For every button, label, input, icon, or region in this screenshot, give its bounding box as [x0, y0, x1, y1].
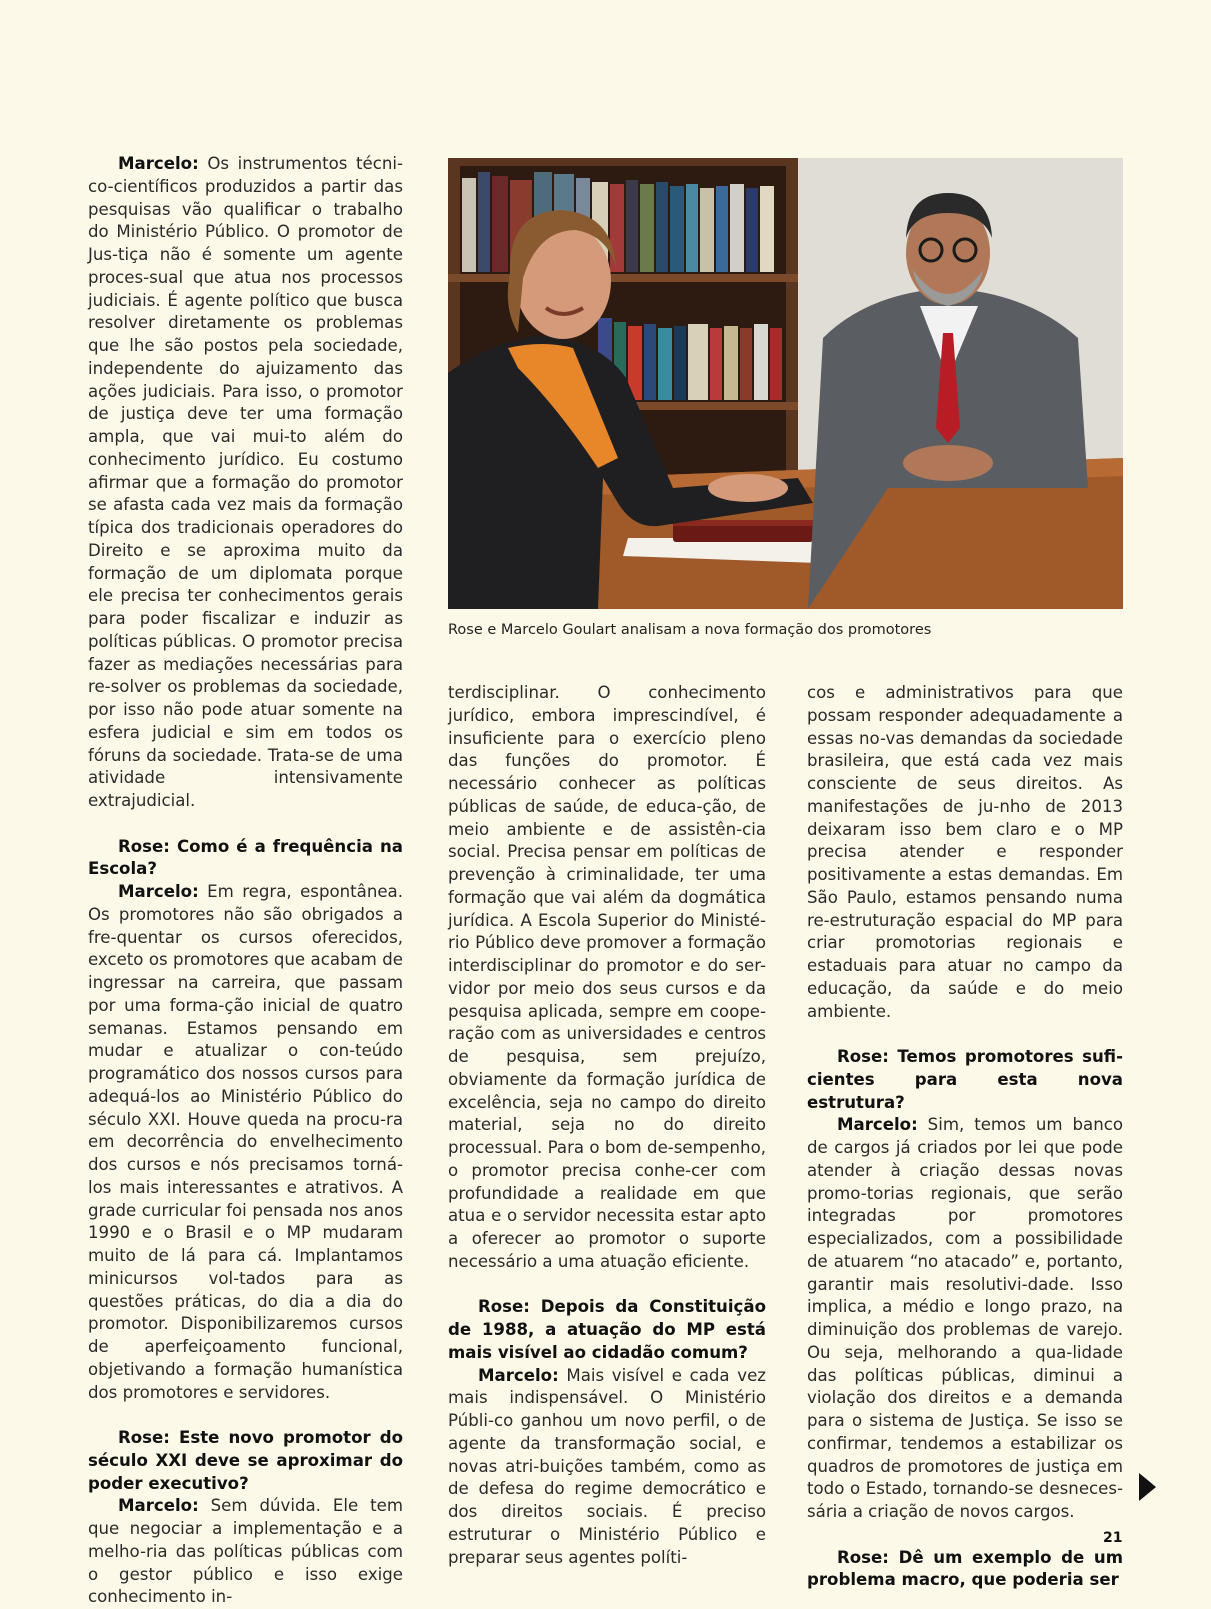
article-column-1	[88, 153, 403, 1609]
paragraph: Marcelo: Em regra, espontânea. Os promotores não são obrigados a fre-quentar os cursos oferecidos, exceto os promotores que acabam de ingressar na carreira, que passam por uma forma-ção inicial de quatro semanas. Estamos pensando em mudar e atualizar o con-teúdo programático dos nossos cursos para adequá-los ao Ministério Público do século XXI. Houve queda na procu-ra em decorrência do envelhecimento dos cursos e nós precisamos torná-los mais interessantes e atrativos. A grade curricular foi pensada nos anos 1990 e o Brasil e o MP mudaram muito de lá para cá. Implantamos minicursos vol-tados para as questões práticas, do dia a dia do promotor. Disponibilizaremos cursos de aperfeiçoamento funcional, objetivando a formação humanística dos promotores e servidores.	[88, 882, 403, 1402]
paragraph: Marcelo: Sem dúvida. Ele tem que negociar a implementação e a melho-ria das políticas públicas com o gestor público e isso exige conhecimento in-	[88, 1496, 403, 1607]
interview-question: Rose: Depois da Constituição de 1988, a atuação do MP está mais visível ao cidadão comum?	[448, 1297, 766, 1362]
page-number: 21	[1103, 1530, 1123, 1546]
paragraph: cos e administrativos para que possam responder adequadamente a essas no-vas demandas da sociedade brasileira, que está cada vez mais consciente de seus direitos. As manifestações de ju-nho de 2013 deixaram isso bem claro e o MP precisa atender e responder positivamente a estas demandas. Em São Paulo, estamos pensando numa re-estruturação espacial do MP para criar promotorias regionais e estaduais para atuar no campo da educação, da saúde e do meio ambiente.	[807, 683, 1123, 1021]
speaker-label: Marcelo:	[118, 154, 199, 173]
interview-question: Rose: Como é a frequência na Escola?	[88, 836, 403, 879]
speaker-label: Marcelo:	[118, 882, 199, 901]
interview-question: Rose: Este novo promotor do século XXI deve se aproximar do poder executivo?	[88, 1428, 403, 1493]
paragraph: Marcelo: Mais visível e cada vez mais indispensável. O Ministério Públi-co ganhou um novo perfil, o de agente da transformação social, e novas atri-buições também, como as de defesa do regime democrático e dos direitos sociais. É preciso estruturar o Ministério Público e preparar seus agentes políti-	[448, 1365, 766, 1567]
paragraph: Marcelo: Os instrumentos técni-co-científicos produzidos a partir das pesquisas vão qualificar o trabalho do Ministério Público. O promotor de Jus-tiça não é somente um agente proces-sual que atua nos processos judiciais. É agente político que busca resolver diretamente os problemas que lhe são postos pela sociedade, independente do ajuizamento das ações judiciais. Para isso, o promotor de justiça deve ter uma formação ampla, que vai mui-to além do conhecimento jurídico. Eu costumo afirmar que a formação do promotor se afasta cada vez mais da formação típica dos tradicionais operadores do Direito e se aproxima muito da formação de um diplomata porque ele precisa ter conhecimentos gerais para poder fiscalizar e induzir as políticas públicas. O promotor precisa fazer as mediações necessárias para re-solver os problemas da sociedade, por isso não pode atuar somente na esfera judicial e sim em todos os fóruns da sociedade. Trata-se de uma atividade intensivamente extrajudicial.	[88, 154, 403, 810]
interview-question: Rose: Temos promotores sufi-cientes para esta nova estrutura?	[807, 1047, 1123, 1112]
speaker-label: Marcelo:	[478, 1365, 559, 1385]
continue-arrow-icon	[1139, 1473, 1156, 1501]
article-column-3	[807, 682, 1123, 1592]
photo-illustration	[448, 158, 1123, 609]
interview-question: Rose: Dê um exemplo de um problema macro, que poderia ser	[807, 1547, 1123, 1590]
interview-photo	[448, 158, 1123, 609]
speaker-label: Marcelo:	[118, 1496, 199, 1516]
paragraph: Marcelo: Sim, temos um banco de cargos já criados por lei que pode atender à criação dessas novas promo-torias regionais, que serão integradas por promotores especializados, com a possibilidade de atuarem “no atacado” e, portanto, garantir mais resolutivi-dade. Isso implica, a médio e longo prazo, na diminuição dos problemas de varejo. Ou seja, melhorando a qua-lidade das políticas públicas, diminui a violação dos direitos e a demanda para o sistema de Justiça. Se isso se confirmar, tendemos a estabilizar os quadros de promotores de justiça em todo o Estado, tornando-se desneces-sária a criação de novos cargos.	[807, 1115, 1123, 1521]
article-column-2	[448, 682, 766, 1569]
photo-caption: Rose e Marcelo Goulart analisam a nova formação dos promotores	[448, 622, 932, 638]
speaker-label: Marcelo:	[837, 1115, 918, 1135]
paragraph: terdisciplinar. O conhecimento jurídico, embora imprescindível, é insuficiente para o exercício pleno das funções do promotor. É necessário conhecer as políticas públicas de saúde, de educa-ção, de meio ambiente e de assistên-cia social. Precisa pensar em políticas de prevenção à criminalidade, ter uma formação que vai além da dogmática jurídica. A Escola Superior do Ministé-rio Público deve promover a formação interdisciplinar do promotor e do ser-vidor por meio dos seus cursos e da pesquisa aplicada, sempre em coope-ração com as universidades e centros de pesquisa, sem prejuízo, obviamente da formação jurídica de excelência, seja no campo do direito material, seja no do direito processual. Para o bom de-sempenho, o promotor precisa conhe-cer com profundidade a realidade em que atua e o servidor necessita estar apto a oferecer ao promotor o suporte necessário a uma atuação eficiente.	[448, 683, 766, 1271]
